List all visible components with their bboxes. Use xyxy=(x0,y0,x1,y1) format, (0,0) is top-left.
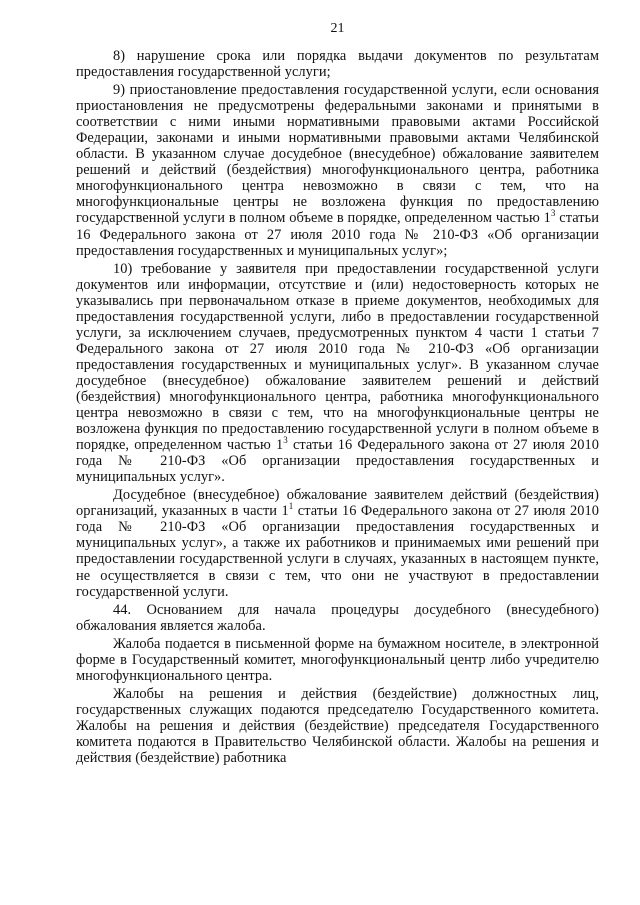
text-run: статьи 16 Федерального закона от 27 июля 2010 года № 210-ФЗ «Об организации предоставления государственных и муниципальных услуг». xyxy=(76,437,599,486)
document-body xyxy=(76,48,599,766)
text-run: Жалобы на решения и действия (бездействие) должностных лиц, государственных служащих подаются председателю Государственного комитета. Жалобы на решения и действия (бездействие) председателя Государственного комитета подаются в Правительство Челябинской области. Жалобы на решения и действия (бездействие) работника xyxy=(76,685,599,767)
superscript: 1 xyxy=(288,501,294,512)
page-number: 21 xyxy=(330,21,345,36)
paragraph-p7 xyxy=(76,686,599,766)
superscript: 3 xyxy=(550,208,556,219)
text-run: 10) требование у заявителя при предоставлении государственной услуги документов или информации, отсутствие и (или) недостоверность которых не указывались при первоначальном отказе в приеме документов, необходимых для предоставления государственной услуги, либо в предоставлении государственной услуги, за исключением случаев, предусмотренных пунктом 4 части 1 статьи 7 Федерального закона от 27 июля 2010 года № 210-ФЗ «Об организации предоставления государственных и муниципальных услуг». В указанном случае досудебное (внесудебное) обжалование заявителем решений и действий (бездействия) многофункционального центра, работника многофункционального центра невозможно в связи с тем, что на многофункциональные центры не возложена функция по предоставлению государственной услуги в полном объеме в порядке, определенном частью 1 xyxy=(76,260,599,454)
text-run: 44. Основанием для начала процедуры досудебного (внесудебного) обжалования является жалоба. xyxy=(76,601,599,634)
paragraph-p5 xyxy=(76,602,599,634)
paragraph-p1 xyxy=(76,48,599,80)
text-run: статьи 16 Федерального закона от 27 июля 2010 года № 210-ФЗ «Об организации предоставления государственных и муниципальных услуг»; xyxy=(76,210,599,259)
text-run: Досудебное (внесудебное) обжалование заявителем действий (бездействия) организаций, указанных в части 1 xyxy=(76,487,599,520)
superscript: 3 xyxy=(283,435,288,446)
text-run: 8) нарушение срока или порядка выдачи документов по результатам предоставления государственной услуги; xyxy=(76,48,599,81)
paragraph-p4 xyxy=(76,487,599,599)
paragraph-p2 xyxy=(76,82,599,259)
paragraph-p3 xyxy=(76,261,599,486)
text-run: 9) приостановление предоставления государственной услуги, если основания приостановления не предусмотрены федеральными законами и принятыми в соответствии с ними иными нормативными правовыми актами Российской Федерации, законами и иными нормативными правовыми актами Челябинской области. В указанном случае досудебное (внесудебное) обжалование заявителем решений и действий (бездействия) многофункционального центра, работника многофункционального центра невозможно в связи с тем, что на многофункциональные центры не возложена функция по предоставлению государственной услуги в полном объеме в порядке, определенном частью 1 xyxy=(76,82,599,227)
text-run: статьи 16 Федерального закона от 27 июля 2010 года № 210-ФЗ «Об организации предоставления государственных и муниципальных услуг», а также их работников и принимаемых ими решений при предоставлении государственной услуги в случаях, указанных в настоящем пункте, не осуществляется в связи с тем, что они не участвуют в предоставлении государственной услуги. xyxy=(76,503,599,600)
paragraph-p6 xyxy=(76,636,599,684)
text-run: Жалоба подается в письменной форме на бумажном носителе, в электронной форме в Государственный комитет, многофункциональный центр либо учредителю многофункционального центра. xyxy=(76,635,599,684)
